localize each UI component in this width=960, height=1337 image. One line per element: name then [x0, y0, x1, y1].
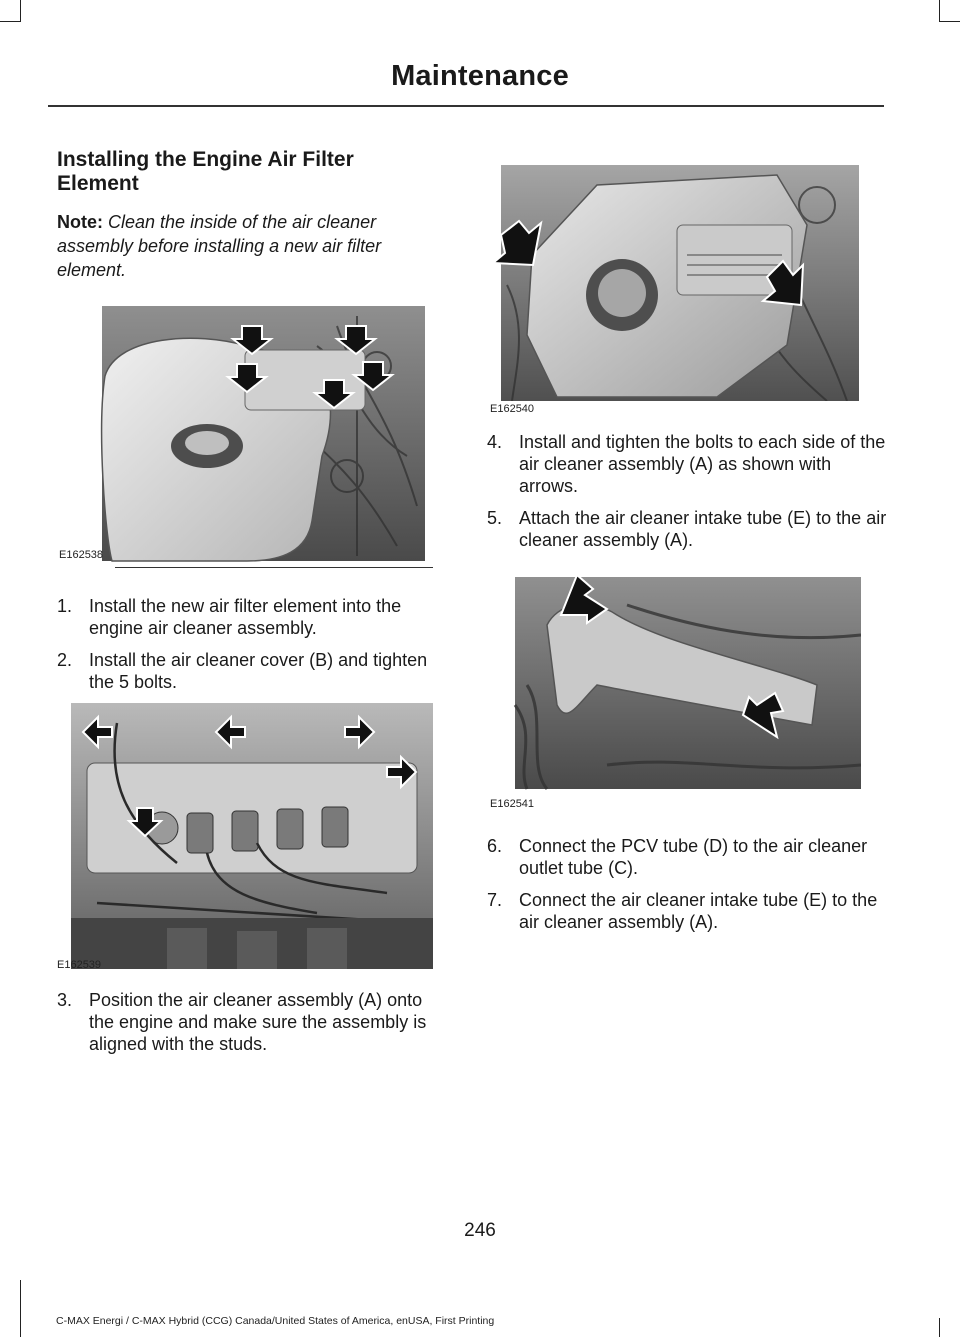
step-number: 6.	[487, 836, 503, 856]
step-text: Install the air cleaner cover (B) and tighten the 5 bolts.	[89, 650, 428, 692]
step-text: Connect the air cleaner intake tube (E) to the air cleaner assembly (A).	[519, 890, 878, 932]
footer-text: C-MAX Energi / C-MAX Hybrid (CCG) Canada/United States of America, enUSA, First Printing	[56, 1315, 495, 1327]
step-number: 5.	[487, 508, 503, 528]
list-item	[57, 989, 433, 1055]
left-column	[57, 148, 433, 1065]
figure-id: E162539	[57, 959, 102, 971]
step-number: 3.	[57, 990, 73, 1010]
step-text: Install and tighten the bolts to each side of the air cleaner assembly (A) as shown with arrows.	[519, 432, 886, 496]
steps-right-2	[487, 835, 887, 933]
engine-top-illustration	[57, 703, 433, 971]
figure-id: E162538	[59, 549, 104, 561]
crop-mark	[20, 1280, 21, 1337]
air-cleaner-assembly-illustration	[487, 165, 859, 401]
step-text: Position the air cleaner assembly (A) onto the engine and make sure the assembly is aligned with the studs.	[89, 990, 427, 1054]
list-item	[57, 649, 433, 693]
figure-underline	[115, 567, 433, 568]
list-item	[57, 595, 433, 639]
note	[57, 210, 433, 282]
steps-left-2	[57, 989, 433, 1055]
crop-mark	[939, 1318, 940, 1337]
figure-engine-top	[57, 703, 433, 971]
air-cleaner-cover-illustration	[57, 306, 433, 568]
step-number: 4.	[487, 432, 503, 452]
note-label: Note:	[57, 212, 103, 232]
page-title: Maintenance	[391, 60, 569, 92]
steps-left-1	[57, 595, 433, 693]
page-number: 246	[464, 1220, 496, 1241]
list-item	[487, 835, 887, 879]
step-number: 1.	[57, 596, 73, 616]
figure-id: E162541	[490, 798, 535, 810]
note-text: Clean the inside of the air cleaner assembly before installing a new air filter element.	[57, 212, 382, 280]
intake-tube-illustration	[487, 565, 861, 795]
list-item	[487, 431, 887, 497]
step-text: Attach the air cleaner intake tube (E) to the air cleaner assembly (A).	[519, 508, 887, 550]
figure-air-cleaner-cover	[57, 306, 433, 568]
crop-mark	[939, 21, 960, 22]
list-item	[487, 889, 887, 933]
figure-air-cleaner-assembly	[487, 165, 887, 417]
right-column	[487, 165, 887, 943]
step-number: 7.	[487, 890, 503, 910]
crop-mark	[20, 0, 21, 22]
step-text: Install the new air filter element into the engine air cleaner assembly.	[89, 596, 402, 638]
section-title: Installing the Engine Air Filter Element	[57, 148, 354, 195]
list-item	[487, 507, 887, 551]
figure-id: E162540	[490, 403, 535, 415]
header-divider	[48, 105, 884, 107]
steps-right-1	[487, 431, 887, 551]
crop-mark	[939, 0, 940, 22]
figure-intake-tube	[487, 565, 887, 815]
step-number: 2.	[57, 650, 73, 670]
step-text: Connect the PCV tube (D) to the air cleaner outlet tube (C).	[519, 836, 868, 878]
crop-mark	[0, 21, 21, 22]
